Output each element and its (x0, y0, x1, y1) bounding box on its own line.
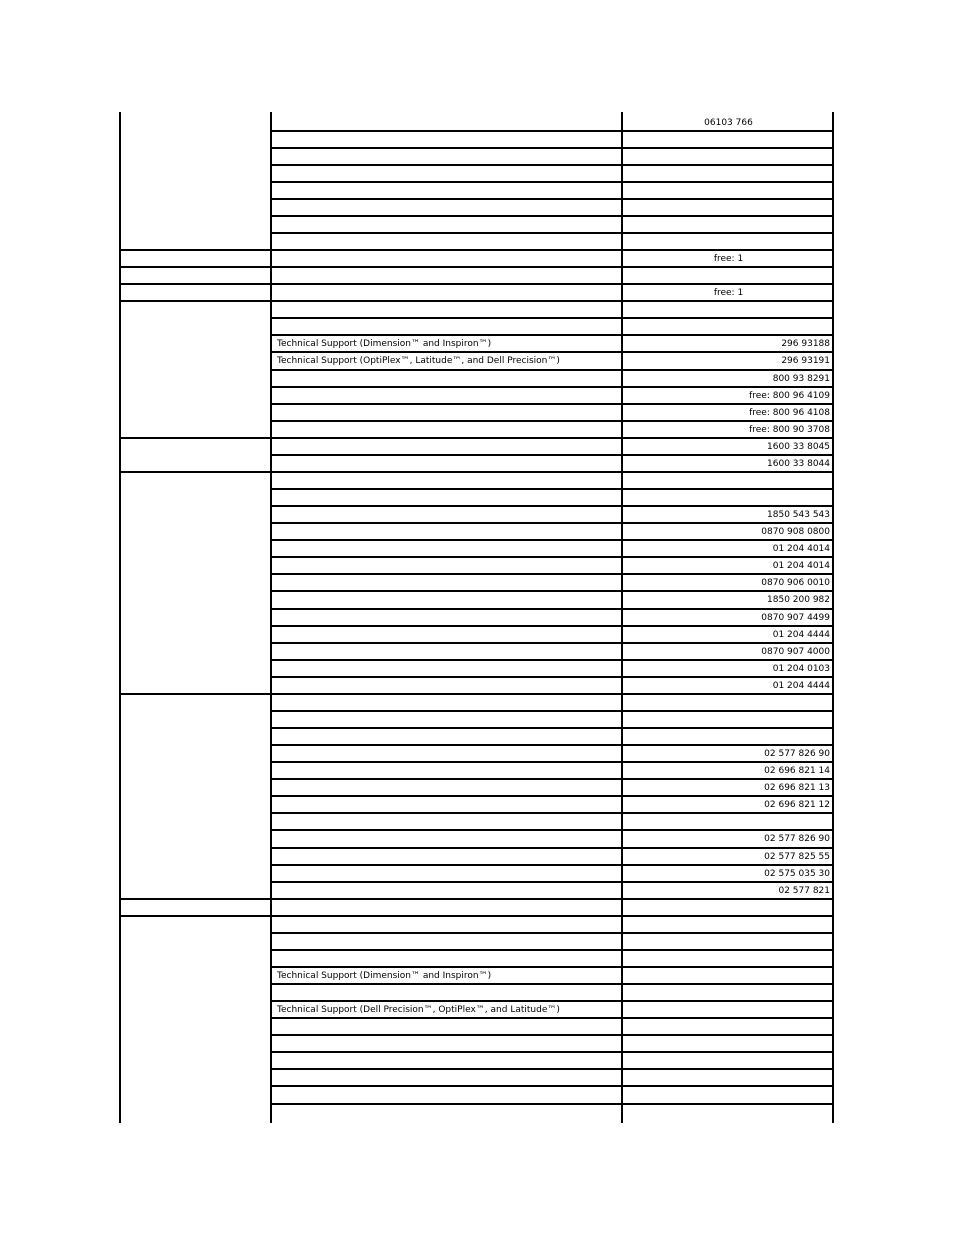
row-phone-number: 0870 907 4499 (761, 612, 830, 623)
row-phone-number: free: 800 90 3708 (749, 424, 830, 435)
row-divider (270, 676, 834, 678)
row-divider (270, 334, 834, 336)
row-divider (270, 949, 834, 951)
row-phone-number: 296 93188 (781, 339, 830, 350)
row-divider (270, 403, 834, 405)
row-phone-number: 01 204 4014 (772, 544, 830, 555)
row-divider (119, 249, 834, 251)
row-divider (270, 966, 834, 968)
row-divider (119, 300, 834, 302)
row-phone-number: 02 575 035 30 (764, 868, 830, 879)
row-phone-number: 01 204 0103 (772, 663, 830, 674)
column-border-1 (270, 112, 272, 1123)
column-border-2 (621, 112, 623, 1123)
row-divider (119, 266, 834, 268)
row-phone-number: 1600 33 8045 (767, 441, 830, 452)
row-divider (270, 659, 834, 661)
row-divider (270, 522, 834, 524)
row-divider (119, 898, 834, 900)
row-divider (270, 454, 834, 456)
row-phone-number: 02 577 826 90 (764, 834, 830, 845)
row-divider (270, 1034, 834, 1036)
row-divider (270, 505, 834, 507)
row-phone-number: free: 800 96 4109 (749, 390, 830, 401)
row-divider (270, 744, 834, 746)
row-phone-number: 06103 766 (704, 117, 753, 128)
row-phone-number: free: 1 (713, 254, 744, 265)
row-divider (270, 590, 834, 592)
row-phone-number: 1850 543 543 (767, 510, 830, 521)
row-phone-number: 1600 33 8044 (767, 458, 830, 469)
row-divider (270, 710, 834, 712)
column-border-0 (119, 112, 121, 1123)
row-divider (270, 642, 834, 644)
row-phone-number: free: 1 (713, 288, 744, 299)
row-phone-number: 02 696 821 12 (764, 800, 830, 811)
row-divider (270, 215, 834, 217)
row-divider (119, 915, 834, 917)
row-phone-number: free: 800 96 4108 (749, 407, 830, 418)
row-divider (270, 1068, 834, 1070)
row-divider (270, 386, 834, 388)
row-divider (270, 130, 834, 132)
row-divider (270, 983, 834, 985)
row-divider (270, 795, 834, 797)
row-divider (270, 1103, 834, 1105)
row-phone-number: 01 204 4444 (772, 680, 830, 691)
row-description: Technical Support (OptiPlex™, Latitude™, and Dell Precision™) (277, 356, 560, 367)
row-divider (270, 847, 834, 849)
row-phone-number: 0870 908 0800 (761, 527, 830, 538)
row-phone-number: 296 93191 (781, 356, 830, 367)
row-divider (270, 539, 834, 541)
row-divider (119, 283, 834, 285)
row-divider (270, 164, 834, 166)
row-divider (270, 1017, 834, 1019)
row-divider (270, 369, 834, 371)
row-divider (270, 317, 834, 319)
row-phone-number: 1850 200 982 (767, 595, 830, 606)
row-phone-number: 02 696 821 14 (764, 766, 830, 777)
row-divider (270, 1051, 834, 1053)
row-divider (270, 1000, 834, 1002)
row-divider (270, 812, 834, 814)
row-divider (270, 181, 834, 183)
row-divider (270, 198, 834, 200)
row-divider (270, 727, 834, 729)
row-phone-number: 02 577 826 90 (764, 749, 830, 760)
row-description: Technical Support (Dimension™ and Inspiron™) (277, 339, 492, 350)
row-phone-number: 0870 906 0010 (761, 578, 830, 589)
row-divider (270, 608, 834, 610)
row-divider (270, 625, 834, 627)
row-divider (270, 1085, 834, 1087)
row-divider (270, 864, 834, 866)
row-divider (270, 147, 834, 149)
row-divider (270, 573, 834, 575)
row-divider (270, 488, 834, 490)
row-divider (270, 420, 834, 422)
row-phone-number: 800 93 8291 (772, 373, 830, 384)
row-divider (270, 556, 834, 558)
row-divider (270, 778, 834, 780)
row-divider (119, 471, 834, 473)
row-divider (119, 437, 834, 439)
row-phone-number: 02 696 821 13 (764, 783, 830, 794)
row-description: Technical Support (Dell Precision™, OptiPlex™, and Latitude™) (277, 1005, 560, 1016)
row-phone-number: 02 577 825 55 (764, 851, 830, 862)
row-description: Technical Support (Dimension™ and Inspiron™) (277, 971, 492, 981)
row-divider (270, 932, 834, 934)
row-divider (119, 693, 834, 695)
row-divider (270, 232, 834, 234)
row-phone-number: 01 204 4014 (772, 561, 830, 572)
row-divider (270, 881, 834, 883)
row-divider (270, 829, 834, 831)
row-phone-number: 0870 907 4000 (761, 646, 830, 657)
row-phone-number: 02 577 821 (778, 885, 830, 896)
row-divider (270, 761, 834, 763)
row-phone-number: 01 204 4444 (772, 629, 830, 640)
row-divider (270, 351, 834, 353)
